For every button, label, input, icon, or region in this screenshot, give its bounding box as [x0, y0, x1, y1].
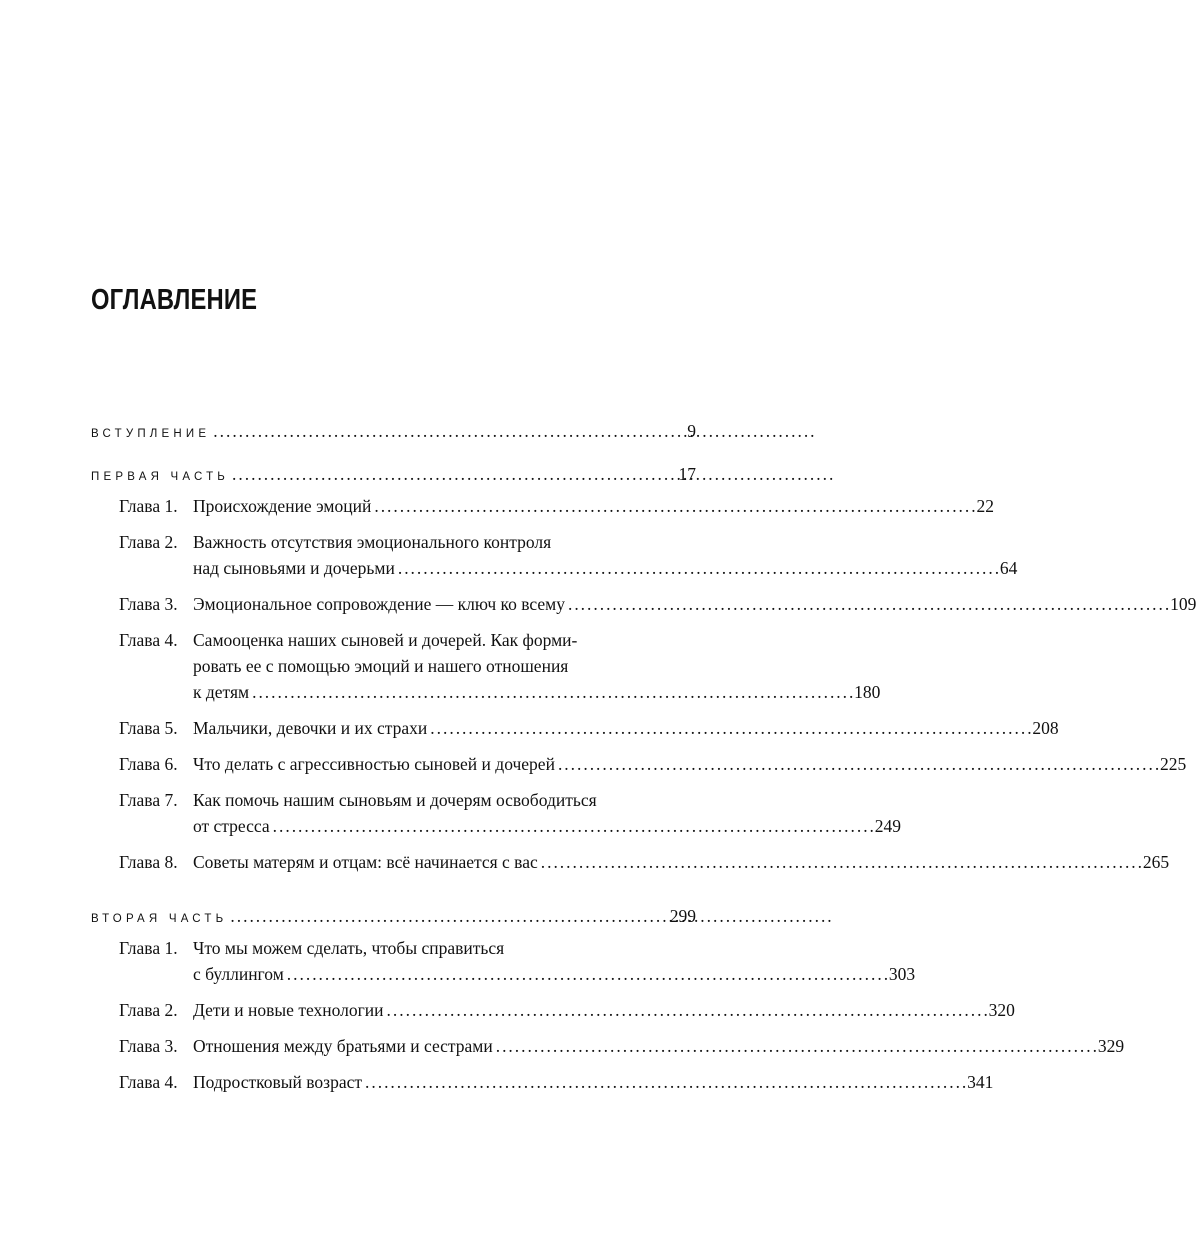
chapter-title-line: Отношения между братьями и сестрами [193, 1036, 493, 1056]
chapter-label: Глава 4. [119, 630, 178, 650]
dot-leader [213, 418, 685, 444]
toc-entry-part1-ch2[interactable] [119, 529, 1018, 581]
table-of-contents [91, 418, 1196, 1095]
dot-leader [387, 997, 987, 1023]
chapter-label: Глава 6. [119, 754, 178, 774]
toc-entry-part2-ch2[interactable] [119, 997, 1015, 1023]
chapter-title-line: ровать ее с помощью эмоций и нашего отношения [193, 656, 569, 676]
chapter-label: Глава 2. [119, 1000, 178, 1020]
toc-entry-part-2[interactable] [91, 902, 696, 930]
chapter-label: Глава 4. [119, 1072, 178, 1092]
chapter-title-line: Советы матерям и отцам: всё начинается с вас [193, 852, 538, 872]
chapter-title-line: Важность отсутствия эмоционального контроля [193, 532, 552, 552]
chapter-label: Глава 8. [119, 852, 178, 872]
chapter-title-line: над сыновьями и дочерьми [193, 558, 395, 578]
chapter-title-line: от стресса [193, 816, 270, 836]
toc-entry-part1-ch5[interactable] [119, 715, 1059, 741]
page-title: ОГЛАВЛЕНИЕ [91, 284, 258, 316]
part-label: ПЕРВАЯ ЧАСТЬ [91, 471, 230, 483]
page-number: 225 [1160, 754, 1187, 774]
chapter-title-line: к детям [193, 682, 250, 702]
page-number: 320 [988, 1000, 1015, 1020]
page-number: 17 [678, 464, 696, 484]
page-number: 299 [669, 906, 696, 926]
part-label: ВТОРАЯ ЧАСТЬ [91, 913, 228, 925]
dot-leader [568, 591, 1168, 617]
chapter-label: Глава 3. [119, 594, 178, 614]
intro-label: ВСТУПЛЕНИЕ [91, 428, 211, 440]
chapter-title-line: Как помочь нашим сыновьям и дочерям освободиться [193, 790, 597, 810]
toc-entry-intro[interactable] [91, 418, 696, 444]
dot-leader [365, 1069, 965, 1095]
chapter-label: Глава 1. [119, 938, 178, 958]
dot-leader [287, 961, 887, 987]
page-number: 249 [874, 816, 901, 836]
chapter-label: Глава 2. [119, 532, 178, 552]
chapter-label: Глава 7. [119, 790, 178, 810]
chapter-title-line: Что мы можем сделать, чтобы справиться [193, 938, 505, 958]
chapter-label: Глава 3. [119, 1036, 178, 1056]
chapter-label: Глава 5. [119, 718, 178, 738]
dot-leader [273, 813, 873, 839]
page-number: 64 [999, 558, 1018, 578]
chapter-label: Глава 1. [119, 496, 178, 516]
page-number: 180 [854, 682, 881, 702]
dot-leader [541, 849, 1141, 875]
toc-entry-part1-ch8[interactable] [119, 849, 1170, 875]
dot-leader [232, 460, 676, 488]
chapter-title-line: Дети и новые технологии [193, 1000, 384, 1020]
toc-entry-part2-ch3[interactable] [119, 1033, 1125, 1059]
page-number: 109 [1170, 594, 1196, 614]
chapter-title-line: с буллингом [193, 964, 284, 984]
dot-leader [398, 555, 998, 581]
toc-entry-part1-ch1[interactable] [119, 493, 994, 519]
toc-entry-part1-ch3[interactable] [119, 591, 1196, 617]
part-2 [91, 902, 1125, 1095]
page-number: 265 [1142, 852, 1170, 872]
chapter-title-line: Мальчики, девочки и их страхи [193, 718, 428, 738]
toc-entry-part1-ch6[interactable] [119, 751, 1187, 777]
toc-entry-part-1[interactable] [91, 460, 696, 488]
toc-entry-part2-ch1[interactable] [119, 935, 916, 987]
dot-leader [374, 493, 974, 519]
dot-leader [430, 715, 1030, 741]
chapter-title-line: Происхождение эмоций [193, 496, 372, 516]
toc-entry-part1-ch7[interactable] [119, 787, 901, 839]
chapter-title-line: Подростковый возраст [193, 1072, 363, 1092]
dot-leader [230, 902, 667, 930]
toc-entry-part2-ch4[interactable] [119, 1069, 994, 1095]
page-number: 208 [1032, 718, 1059, 738]
dot-leader [252, 679, 852, 705]
page-number: 22 [976, 496, 994, 516]
chapter-title-line: Эмоциональное сопровождение — ключ ко всему [193, 594, 565, 614]
chapter-title-line: Самооценка наших сыновей и дочерей. Как форми- [193, 630, 578, 650]
toc-entry-part1-ch4[interactable] [119, 627, 881, 705]
part-1 [91, 460, 1196, 875]
page-number: 329 [1097, 1036, 1125, 1056]
dot-leader [558, 751, 1158, 777]
page-number: 341 [967, 1072, 994, 1092]
dot-leader [496, 1033, 1096, 1059]
page-number: 303 [888, 964, 916, 984]
chapter-title-line: Что делать с агрессивностью сыновей и дочерей [193, 754, 555, 774]
page-number: 9 [687, 421, 696, 441]
